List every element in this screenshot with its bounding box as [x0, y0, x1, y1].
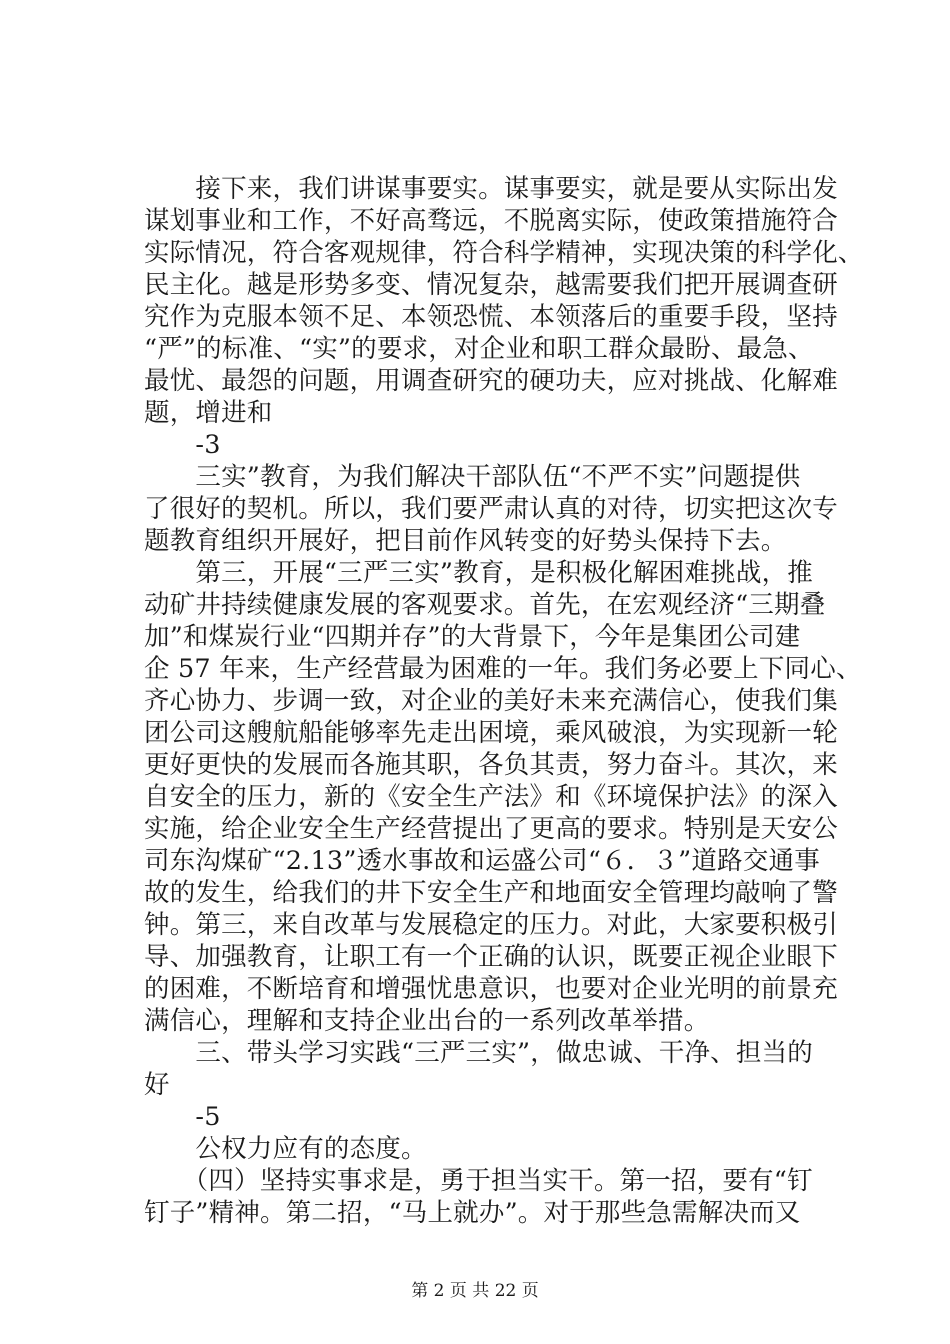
text-line: 导、加强教育，让职工有一个正确的认识，既要正视企业眼下: [144, 942, 838, 972]
text-line: 实际情况，符合客观规律，符合科学精神，实现决策的科学化、: [144, 238, 864, 268]
text-line: 加”和煤炭行业“四期并存”的大背景下，今年是集团公司建: [144, 622, 801, 652]
text-line: 司东沟煤矿“2.13”透水事故和运盛公司“６．３”道路交通事: [144, 846, 820, 876]
text-line: 谋划事业和工作，不好高骛远，不脱离实际，使政策措施符合: [144, 206, 838, 236]
text-line: 满信心，理解和支持企业出台的一系列改革举措。: [144, 1006, 710, 1036]
page-marker: -5: [144, 1102, 221, 1132]
text-line: 自安全的压力，新的《安全生产法》和《环境保护法》的深入: [144, 782, 838, 812]
text-line: 了很好的契机。所以，我们要严肃认真的对待，切实把这次专: [144, 494, 838, 524]
text-line: 三、带头学习实践“三严三实”，做忠诚、干净、担当的: [144, 1038, 813, 1068]
text-line: 好: [144, 1070, 170, 1100]
page-number-label: 第 2 页 共 22 页: [411, 1281, 539, 1301]
text-line: 故的发生，给我们的井下安全生产和地面安全管理均敲响了警: [144, 878, 838, 908]
text-line: 更好更快的发展而各施其职，各负其责，努力奋斗。其次，来: [144, 750, 838, 780]
text-line: 钟。第三，来自改革与发展稳定的压力。对此，大家要积极引: [144, 910, 838, 940]
page-marker: -3: [144, 430, 221, 460]
text-line: 第三，开展“三严三实”教育，是积极化解困难挑战，推: [144, 558, 813, 588]
text-line: 的困难，不断培育和增强忧患意识，也要对企业光明的前景充: [144, 974, 838, 1004]
text-line: 究作为克服本领不足、本领恐慌、本领落后的重要手段，坚持: [144, 302, 838, 332]
text-line: 动矿井持续健康发展的客观要求。首先，在宏观经济“三期叠: [144, 590, 826, 620]
text-line: （四）坚持实事求是，勇于担当实干。第一招，要有“钉: [144, 1166, 813, 1196]
text-line: 最忧、最怨的问题，用调查研究的硬功夫，应对挑战、化解难: [144, 366, 838, 396]
text-line: 接下来，我们讲谋事要实。谋事要实，就是要从实际出发: [144, 174, 838, 204]
text-line: 题教育组织开展好，把目前作风转变的好势头保持下去。: [144, 526, 787, 556]
text-line: 齐心协力、步调一致，对企业的美好未来充满信心，使我们集: [144, 686, 838, 716]
text-line: 三实”教育，为我们解决干部队伍“不严不实”问题提供: [144, 462, 801, 492]
text-line: 公权力应有的态度。: [144, 1134, 427, 1164]
text-line: 团公司这艘航船能够率先走出困境，乘风破浪，为实现新一轮: [144, 718, 838, 748]
text-line: 钉子”精神。第二招，“马上就办”。对于那些急需解决而又: [144, 1198, 801, 1228]
text-line: 企 57 年来，生产经营最为困难的一年。我们务必要上下同心、: [144, 654, 862, 684]
text-line: 民主化。越是形势多变、情况复杂，越需要我们把开展调查研: [144, 270, 838, 300]
text-line: 实施，给企业安全生产经营提出了更高的要求。特别是天安公: [144, 814, 838, 844]
text-line: 题，增进和: [144, 398, 273, 428]
text-line: “严”的标准、“实”的要求，对企业和职工群众最盼、最急、: [144, 334, 814, 364]
page-footer: [0, 1280, 950, 1302]
